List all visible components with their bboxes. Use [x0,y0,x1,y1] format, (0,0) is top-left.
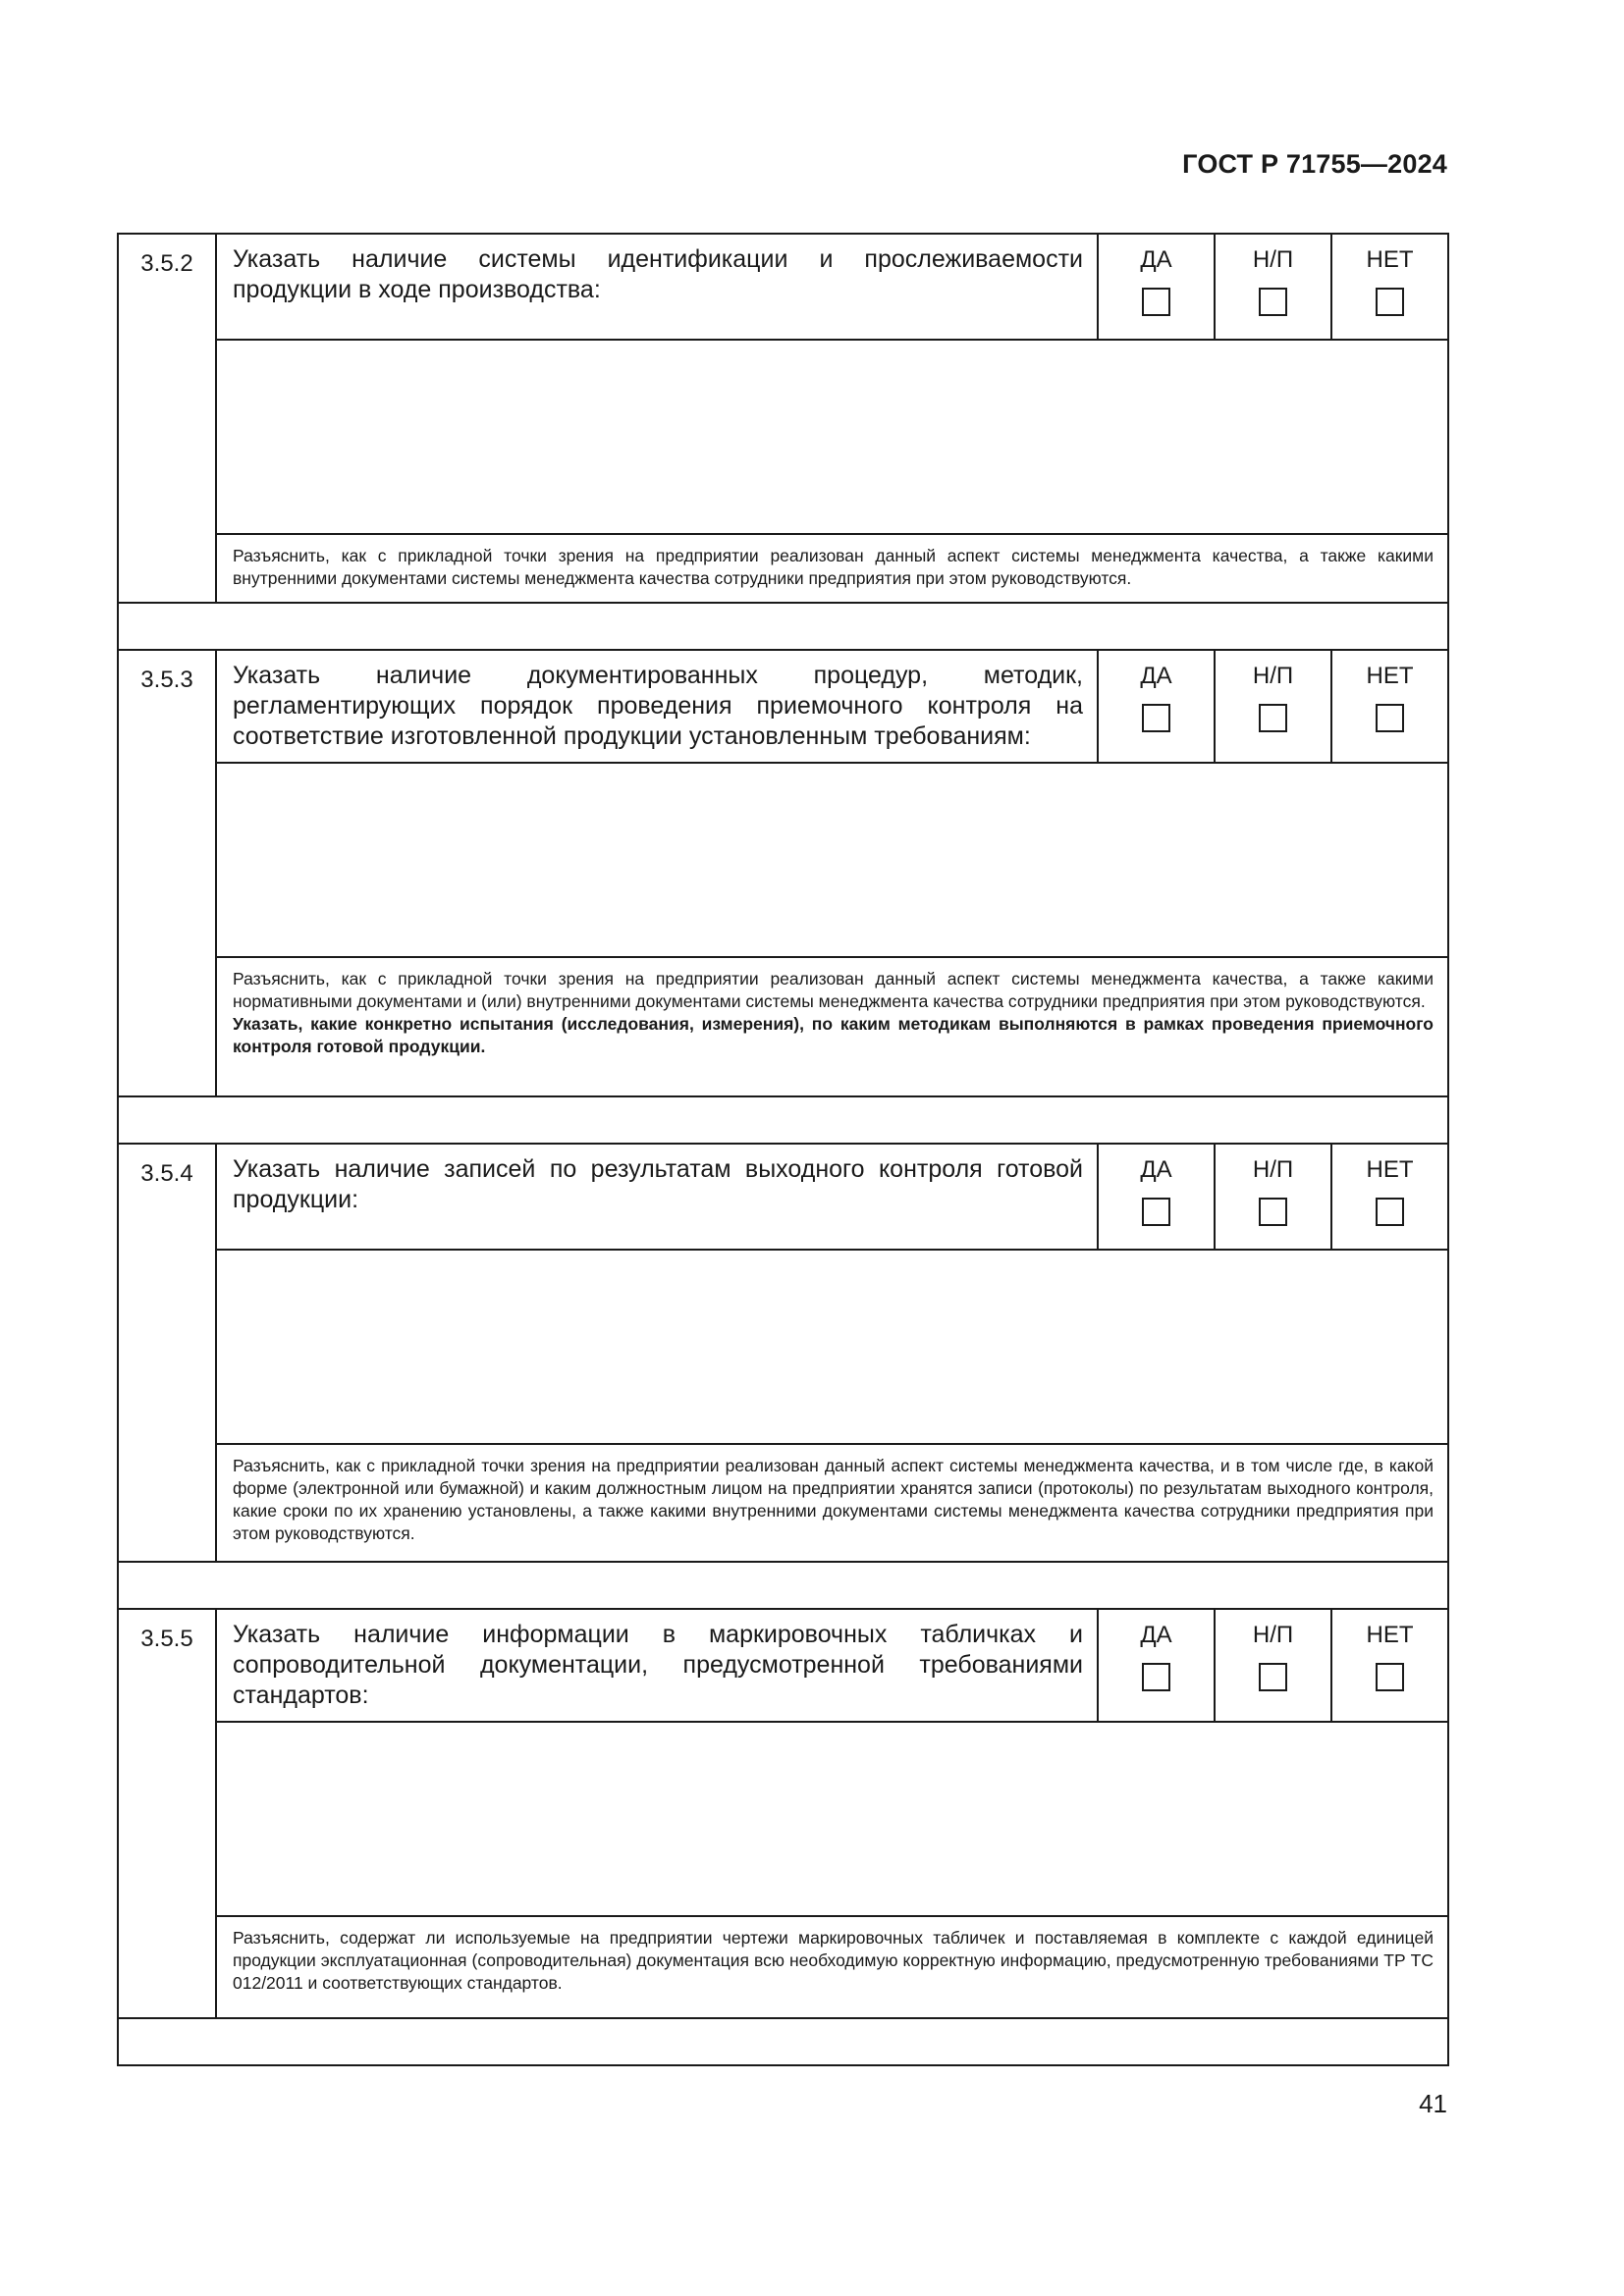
spacer-row [118,2018,1448,2065]
spacer-cell [118,2018,1448,2065]
hint-regular: Разъяснить, как с прикладной точки зрения на предприятии реализован данный аспект системы менеджмента качества, а также какими нормативными документами и (или) внутренними документами системы менеджмента качества сотрудники предприятия при этом руководствуются. [233,969,1434,1011]
choice-yes-label: ДА [1140,1622,1172,1648]
choice-na[interactable] [1215,650,1331,763]
hint-regular: Разъяснить, содержат ли используемые на предприятии чертежи маркировочных табличек и поставляемая в комплекте с каждой единицей продукции эксплуатационная (сопроводительная) документация всю необходимую корректную информацию, предусмотренную требованиями ТР ТС 012/2011 и соответствующих стандартов. [233,1928,1434,1993]
item-number: 3.5.3 [118,650,216,1096]
page-number: 41 [1419,2089,1447,2118]
hint-row [118,1916,1448,2018]
answer-row [118,1250,1448,1444]
checkbox-na[interactable] [1259,1663,1287,1691]
checkbox-na[interactable] [1259,288,1287,316]
question-text: Указать наличие документированных процедур, методик, регламентирующих порядок проведения приемочного контроля на соответствие изготовленной продукции установленным требованиям: [216,650,1098,763]
hint-regular: Разъяснить, как с прикладной точки зрения на предприятии реализован данный аспект системы менеджмента качества, а также какими внутренними документами системы менеджмента качества сотрудники предприятия при этом руководствуются. [233,546,1434,588]
question-row [118,1144,1448,1250]
spacer-row [118,1096,1448,1144]
checkbox-yes[interactable] [1142,704,1170,732]
question-row [118,650,1448,763]
choice-na-label: Н/П [1252,246,1294,273]
choice-na-label: Н/П [1252,663,1294,689]
choice-no-label: НЕТ [1366,246,1414,273]
hint-bold: Указать, какие конкретно испытания (исследования, измерения), по каким методикам выполняются в рамках проведения приемочного контроля готовой продукции. [233,1014,1434,1056]
choice-yes[interactable] [1098,1144,1215,1250]
choice-no-label: НЕТ [1366,663,1414,689]
choice-no-label: НЕТ [1366,1156,1414,1183]
question-text: Указать наличие информации в маркировочных табличках и сопроводительной документации, предусмотренной требованиями стандартов: [216,1609,1098,1722]
hint-text [216,534,1448,603]
choice-no-label: НЕТ [1366,1622,1414,1648]
checkbox-yes[interactable] [1142,288,1170,316]
hint-text [216,957,1448,1096]
hint-row [118,1444,1448,1562]
choice-no[interactable] [1331,650,1448,763]
question-text: Указать наличие записей по результатам выходного контроля готовой продукции: [216,1144,1098,1250]
answer-row [118,763,1448,957]
spacer-row [118,1562,1448,1609]
document-code: ГОСТ Р 71755—2024 [1182,149,1447,179]
checkbox-yes[interactable] [1142,1198,1170,1226]
item-number: 3.5.2 [118,234,216,603]
answer-row [118,1722,1448,1916]
questionnaire-table [117,233,1449,2066]
choice-na[interactable] [1215,234,1331,340]
choice-no[interactable] [1331,1609,1448,1722]
choice-no[interactable] [1331,1144,1448,1250]
spacer-row [118,603,1448,650]
answer-row [118,340,1448,534]
item-number: 3.5.4 [118,1144,216,1562]
checkbox-yes[interactable] [1142,1663,1170,1691]
hint-row [118,534,1448,603]
spacer-cell [118,603,1448,650]
answer-field[interactable] [216,340,1448,534]
hint-row [118,957,1448,1096]
checkbox-no[interactable] [1376,1198,1404,1226]
choice-na-label: Н/П [1252,1156,1294,1183]
choice-na-label: Н/П [1252,1622,1294,1648]
question-text: Указать наличие системы идентификации и прослеживаемости продукции в ходе производства: [216,234,1098,340]
checkbox-no[interactable] [1376,1663,1404,1691]
checkbox-na[interactable] [1259,1198,1287,1226]
spacer-cell [118,1096,1448,1144]
answer-field[interactable] [216,763,1448,957]
choice-na[interactable] [1215,1144,1331,1250]
choice-yes[interactable] [1098,650,1215,763]
item-number: 3.5.5 [118,1609,216,2018]
choice-yes[interactable] [1098,1609,1215,1722]
hint-text [216,1916,1448,2018]
choice-yes-label: ДА [1140,1156,1172,1183]
spacer-cell [118,1562,1448,1609]
question-row [118,234,1448,340]
choice-yes[interactable] [1098,234,1215,340]
choice-yes-label: ДА [1140,663,1172,689]
checkbox-no[interactable] [1376,288,1404,316]
choice-na[interactable] [1215,1609,1331,1722]
answer-field[interactable] [216,1250,1448,1444]
choice-no[interactable] [1331,234,1448,340]
answer-field[interactable] [216,1722,1448,1916]
checkbox-na[interactable] [1259,704,1287,732]
hint-text [216,1444,1448,1562]
checkbox-no[interactable] [1376,704,1404,732]
hint-regular: Разъяснить, как с прикладной точки зрения на предприятии реализован данный аспект системы менеджмента качества, и в том числе где, в какой форме (электронной или бумажной) и каким должностным лицом на предприятии хранятся записи (протоколы) по результатам выходного контроля, какие сроки по их хранению установлены, а также какими внутренними документами системы менеджмента качества сотрудники предприятия при этом руководствуются. [233,1456,1434,1543]
question-row [118,1609,1448,1722]
choice-yes-label: ДА [1140,246,1172,273]
